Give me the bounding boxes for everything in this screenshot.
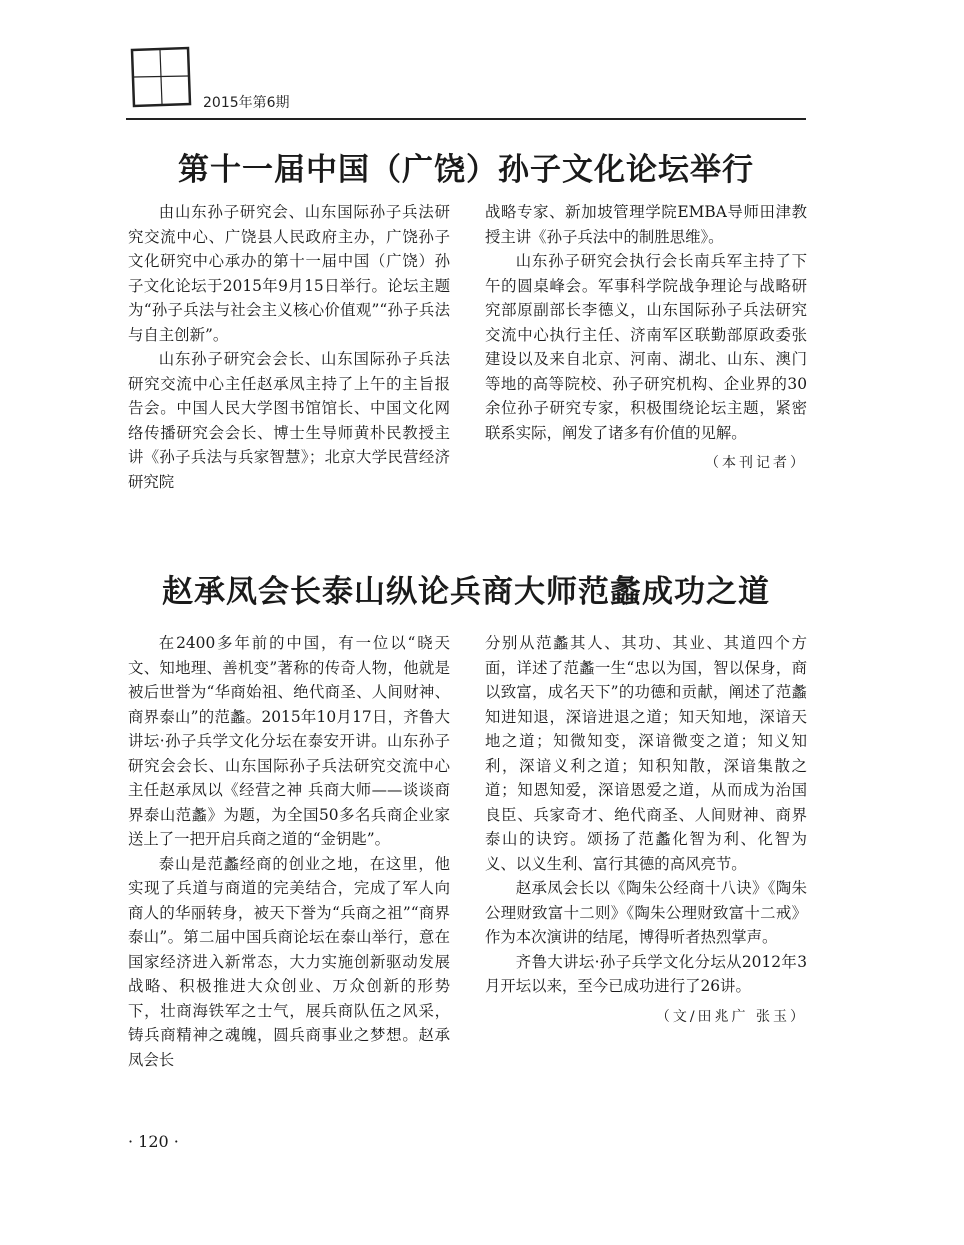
article-2-paragraph-2-continued: 分别从范蠡其人、其功、其业、其道四个方面，详述了范蠡一生“忠以为国，智以保身，商以致富，成名天下”的功德和贡献，阐述了范蠡知进知退，深谙进退之道；知天知地，深谙天地之道；知微知变，深谙微变之道；知义知利，深谙义利之道；知积知散，深谙集散之道；知恩知爱，深谙恩爱之道，从而成为治国良臣、兵家奇才、绝代商圣、人间财神、商界泰山的诀窍。颂扬了范蠡化智为利、化智为义、以义生利、富行其德的高风亮节。 bbox=[485, 634, 807, 873]
article-2-byline: （文/田兆广 张玉） bbox=[655, 1008, 807, 1025]
article-1-paragraph-3: 山东孙子研究会执行会长南兵军主持了下午的圆桌峰会。军事科学院战争理论与战略研究部原副部长李德义，山东国际孙子兵法研究交流中心执行主任、济南军区联勤部原政委张建设以及来自北京、河南、湖北、山东、澳门等地的高等院校、孙子研究机构、企业界的30余位孙子研究专家，积极围绕论坛主题，紧密联系实际，阐发了诸多有价值的见解。 bbox=[485, 252, 807, 442]
issue-label: 2015年第6期 bbox=[203, 95, 290, 111]
page-number: · 120 · bbox=[128, 1132, 179, 1151]
article-2-paragraph-2: 泰山是范蠡经商的创业之地，在这里，他实现了兵道与商道的完美结合，完成了军人向商人的华丽转身，被天下誉为“兵商之祖”“商界泰山”。第二届中国兵商论坛在泰山举行，意在国家经济进入新常态，大力实施创新驱动发展战略、积极推进大众创业、万众创新的形势下，壮商海铁军之士气，展兵商队伍之风采，铸兵商精神之魂魄，圆兵商事业之梦想。赵承凤会长 bbox=[128, 854, 450, 1069]
journal-logo bbox=[126, 44, 196, 110]
article-1-paragraph-2-continued: 战略专家、新加坡管理学院EMBA导师田津教授主讲《孙子兵法中的制胜思维》。 bbox=[485, 203, 807, 246]
article-2-paragraph-3: 赵承凤会长以《陶朱公经商十八诀》《陶朱公理财致富十二则》《陶朱公理财致富十二戒》作为本次演讲的结尾，博得听者热烈掌声。 bbox=[485, 879, 807, 946]
article-2-title: 赵承凤会长泰山纵论兵商大师范蠡成功之道 bbox=[162, 574, 770, 610]
article-1-paragraph-2: 山东孙子研究会会长、山东国际孙子兵法研究交流中心主任赵承凤主持了上午的主旨报告会。中国人民大学图书馆馆长、中国文化网络传播研究会会长、博士生导师黄朴民教授主讲《孙子兵法与兵家智慧》；北京大学民营经济研究院 bbox=[128, 350, 450, 491]
article-2-left-column bbox=[128, 631, 450, 1072]
article-1-left-column bbox=[128, 200, 450, 494]
article-1-paragraph-1: 由山东孙子研究会、山东国际孙子兵法研究交流中心、广饶县人民政府主办，广饶孙子文化研究中心承办的第十一届中国（广饶）孙子文化论坛于2015年9月15日举行。论坛主题为“孙子兵法与社会主义核心价值观”“孙子兵法与自主创新”。 bbox=[128, 203, 450, 344]
article-2-right-column bbox=[485, 631, 807, 1029]
article-2-paragraph-4: 齐鲁大讲坛·孙子兵学文化分坛从2012年3月开坛以来，至今已成功进行了26讲。 bbox=[485, 952, 807, 995]
article-1-right-column bbox=[485, 200, 807, 476]
article-2-paragraph-1: 在2400多年前的中国，有一位以“晓天文、知地理、善机变”著称的传奇人物，他就是被后世誉为“华商始祖、绝代商圣、人间财神、商界泰山”的范蠡。2015年10月17日，齐鲁大讲坛·孙子兵学文化分坛在泰安开讲。山东孙子研究会会长、山东国际孙子兵法研究交流中心主任赵承凤以《经营之神 兵商大师——谈谈商界泰山范蠡》为题，为全国50多名兵商企业家送上了一把开启兵商之道的“金钥匙”。 bbox=[128, 634, 450, 848]
header-rule bbox=[126, 118, 806, 120]
article-1-byline: （本刊记者） bbox=[705, 455, 807, 471]
article-1-title: 第十一届中国（广饶）孙子文化论坛举行 bbox=[178, 152, 754, 188]
